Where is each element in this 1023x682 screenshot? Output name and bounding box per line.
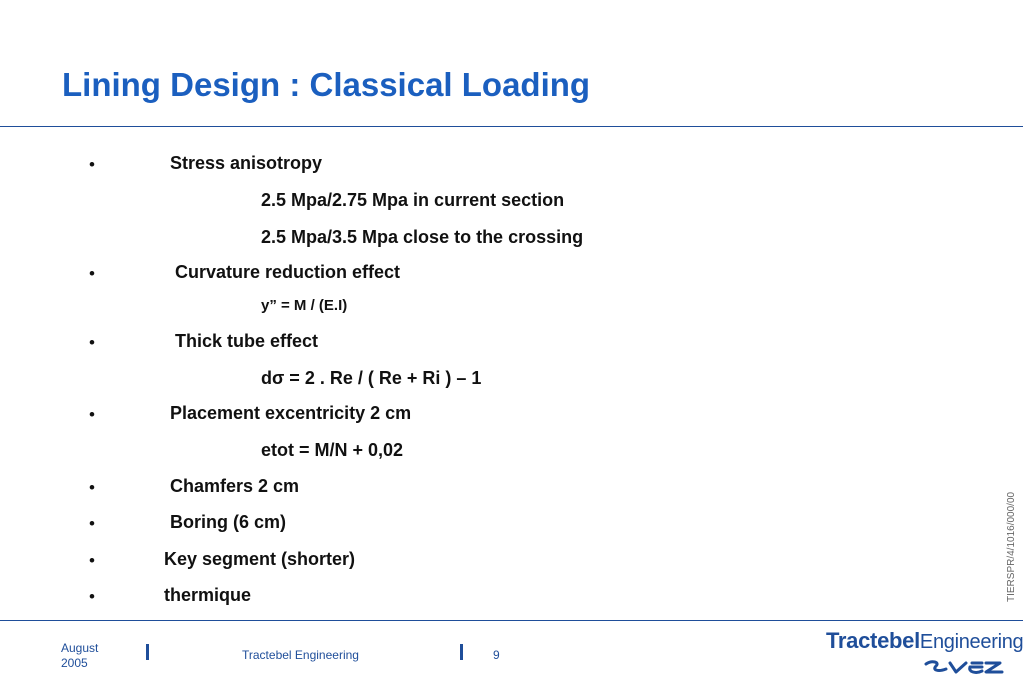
document-reference-code: TIERSPR/4/1016/000/00 bbox=[1006, 491, 1017, 602]
bullet-text: Stress anisotropy bbox=[170, 153, 323, 173]
bullet-text: Chamfers 2 cm bbox=[170, 476, 300, 496]
footer-date-month: August bbox=[61, 641, 99, 655]
bullet-marker: • bbox=[89, 514, 95, 533]
footer-company: Tractebel Engineering bbox=[242, 648, 359, 662]
bullet-marker: • bbox=[89, 264, 95, 283]
bullet-marker: • bbox=[89, 155, 95, 174]
bullet-text: Key segment (shorter) bbox=[164, 549, 356, 569]
bullet-text: Curvature reduction effect bbox=[175, 262, 401, 282]
bullet-marker: • bbox=[89, 333, 95, 352]
bullet-text: Boring (6 cm) bbox=[170, 512, 287, 532]
suez-logo-icon bbox=[826, 628, 1011, 678]
bullet-marker: • bbox=[89, 587, 95, 606]
footer-date bbox=[61, 641, 98, 671]
logo-division: Engineering bbox=[919, 631, 1023, 653]
slide-title: Lining Design : Classical Loading bbox=[62, 66, 591, 103]
logo-brand: Tractebel bbox=[826, 628, 920, 653]
sub-bullet-text: 2.5 Mpa/3.5 Mpa close to the crossing bbox=[261, 227, 584, 247]
footer-date-year: 2005 bbox=[61, 656, 88, 670]
bullet-marker: • bbox=[89, 478, 95, 497]
footer-separator bbox=[460, 644, 463, 660]
page-number: 9 bbox=[493, 648, 500, 662]
sub-bullet-text: dσ = 2 . Re / ( Re + Ri ) – 1 bbox=[261, 368, 482, 388]
footer-separator bbox=[146, 644, 149, 660]
sub-bullet-text: y” = M / (E.I) bbox=[261, 297, 348, 314]
bullet-text: Placement excentricity 2 cm bbox=[170, 403, 412, 423]
bullet-marker: • bbox=[89, 405, 95, 424]
sub-bullet-text: etot = M/N + 0,02 bbox=[261, 440, 404, 460]
bullet-marker: • bbox=[89, 551, 95, 570]
bullet-text: thermique bbox=[164, 585, 252, 605]
sub-bullet-text: 2.5 Mpa/2.75 Mpa in current section bbox=[261, 190, 565, 210]
footer-divider bbox=[0, 620, 1023, 621]
tractebel-suez-logo bbox=[826, 628, 1023, 678]
bullet-text: Thick tube effect bbox=[175, 331, 319, 351]
